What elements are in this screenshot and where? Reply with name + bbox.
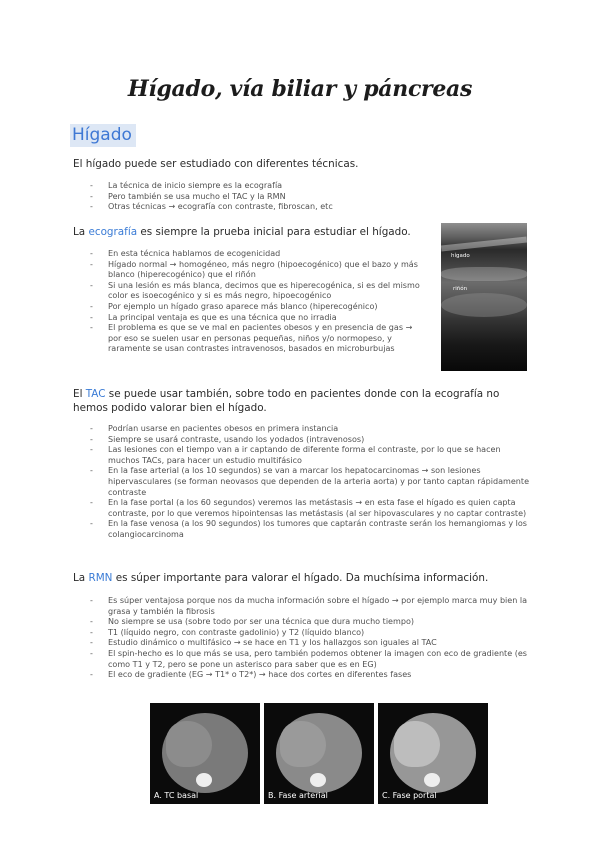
list-item: - Por ejemplo un hígado graso aparece más blanco (hiperecogénico) <box>90 302 428 313</box>
list-item: - Hígado normal → homogéneo, más negro (hipoecogénico) que el bazo y más blanco (hiperecogénico) que el riñón <box>90 260 428 281</box>
rmn-link[interactable]: RMN <box>88 572 113 584</box>
ct-image-arterial <box>264 703 374 804</box>
rmn-paragraph: La RMN es súper importante para valorar el hígado. Da muchísima información. <box>73 572 489 584</box>
intro-paragraph: El hígado puede ser estudiado con diferentes técnicas. <box>73 158 359 170</box>
tac-list <box>90 424 530 541</box>
list-item: - En la fase arterial (a los 10 segundos) se van a marcar los hepatocarcinomas → son lesiones hipervasculares (se forman neovasos que dependen de la arteria aorta) y por tanto captan rápidamente contraste <box>90 466 530 498</box>
ct-caption: C. Fase portal <box>382 791 437 800</box>
list-item: - Otras técnicas → ecografía con contraste, fibroscan, etc <box>90 202 510 213</box>
ct-caption: A. TC basal <box>154 791 199 800</box>
list-item: - En la fase venosa (a los 90 segundos) los tumores que captarán contraste serán los hemangiomas y los colangiocarcinoma <box>90 519 530 540</box>
ultrasound-label-kidney: riñón <box>453 286 468 292</box>
list-item: - Siempre se usará contraste, usando los yodados (intravenosos) <box>90 435 530 446</box>
list-item: - T1 (líquido negro, con contraste gadolinio) y T2 (líquido blanco) <box>90 628 530 639</box>
ct-liver <box>280 721 326 767</box>
section-heading: Hígado <box>70 124 136 147</box>
ct-spine <box>196 773 212 787</box>
list-item: - En la fase portal (a los 60 segundos) veremos las metástasis → en esta fase el hígado es quien capta contraste, por lo que veremos hipointensas las metástasis (al ser hipovasculares y no captar contraste) <box>90 498 530 519</box>
ct-caption: B. Fase arterial <box>268 791 328 800</box>
ct-image-portal <box>378 703 488 804</box>
list-item: - En esta técnica hablamos de ecogenicidad <box>90 249 428 260</box>
ultrasound-texture <box>441 293 527 317</box>
list-item: - El spin-hecho es lo que más se usa, pero también podemos obtener la imagen con eco de gradiente (es como T1 y T2, pero se pone un asterisco para saber que es en EG) <box>90 649 530 670</box>
ct-image-basal <box>150 703 260 804</box>
ultrasound-texture <box>441 267 527 281</box>
list-item: - La técnica de inicio siempre es la ecografía <box>90 181 510 192</box>
ultrasound-image <box>441 223 527 371</box>
ultrasound-texture <box>441 237 527 252</box>
document-title: Hígado, vía biliar y páncreas <box>127 76 473 102</box>
tac-link[interactable]: TAC <box>85 388 106 400</box>
list-item: - Si una lesión es más blanca, decimos que es hiperecogénica, si es del mismo color es isoecogénico y si es más negro, hipoecogénico <box>90 281 428 302</box>
list-item: - El problema es que se ve mal en pacientes obesos y en presencia de gas → por eso se suelen usar en personas pequeñas, niños y/o normopeso, y raramente se usan contrastes intravenosos, basados en microburbujas <box>90 323 428 355</box>
ct-liver <box>166 721 212 767</box>
intro-list <box>90 181 510 213</box>
eco-list <box>90 249 428 355</box>
ct-spine <box>310 773 326 787</box>
list-item: - Podrían usarse en pacientes obesos en primera instancia <box>90 424 530 435</box>
list-item: - La principal ventaja es que es una técnica que no irradia <box>90 313 428 324</box>
eco-paragraph: La ecografía es siempre la prueba inicial para estudiar el hígado. <box>73 226 411 238</box>
eco-link[interactable]: ecografía <box>88 226 138 238</box>
rmn-list <box>90 596 530 681</box>
ultrasound-label-liver: hígado <box>451 253 470 259</box>
tac-paragraph: El TAC se puede usar también, sobre todo en pacientes donde con la ecografía no hemos podido valorar bien el hígado. <box>73 388 500 414</box>
list-item: - No siempre se usa (sobre todo por ser una técnica que dura mucho tiempo) <box>90 617 530 628</box>
ct-spine <box>424 773 440 787</box>
ct-liver <box>394 721 440 767</box>
list-item: - El eco de gradiente (EG → T1* o T2*) → hace dos cortes en diferentes fases <box>90 670 530 681</box>
list-item: - Las lesiones con el tiempo van a ir captando de diferente forma el contraste, por lo que se hacen muchos TACs, para hacer un estudio multifásico <box>90 445 530 466</box>
list-item: - Pero también se usa mucho el TAC y la RMN <box>90 192 510 203</box>
list-item: - Estudio dinámico o multifásico → se hace en T1 y los hallazgos son iguales al TAC <box>90 638 530 649</box>
list-item: - Es súper ventajosa porque nos da mucha información sobre el hígado → por ejemplo marca muy bien la grasa y también la fibrosis <box>90 596 530 617</box>
